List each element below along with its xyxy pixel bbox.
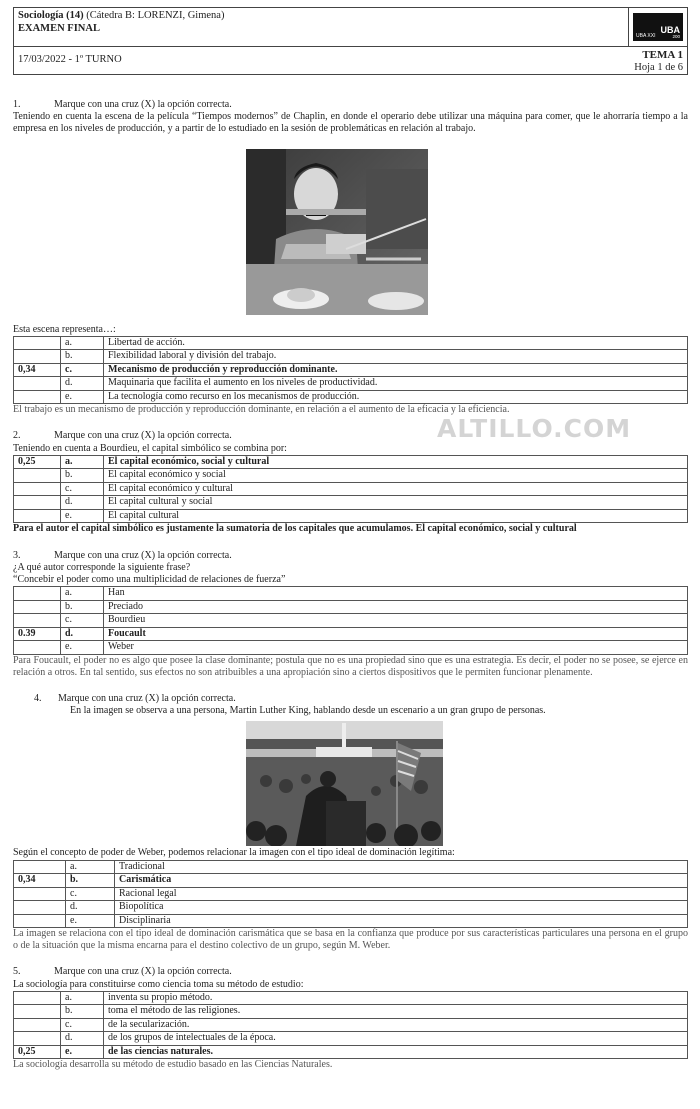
option-text: El capital económico y cultural: [104, 482, 688, 496]
option-row-correct[interactable]: [14, 627, 688, 641]
question-quote: “Concebir el poder como una multiplicidad de relaciones de fuerza”: [13, 573, 286, 585]
option-letter: c.: [61, 614, 104, 628]
option-text: El capital cultural y social: [104, 496, 688, 510]
option-score: [14, 482, 61, 496]
option-row[interactable]: [14, 614, 688, 628]
option-score: [14, 1018, 61, 1032]
option-letter: a.: [61, 455, 104, 469]
logo-left-text: UBA XXI: [636, 32, 656, 39]
option-letter: c.: [66, 887, 115, 901]
option-text: Maquinaria que facilita el aumento en los niveles de productividad.: [104, 377, 688, 391]
option-row[interactable]: [14, 377, 688, 391]
course-name: Sociología (14): [18, 10, 84, 21]
question-number: 5.: [13, 966, 21, 978]
option-score: [14, 336, 61, 350]
option-letter: e.: [66, 914, 115, 928]
option-letter: a.: [66, 860, 115, 874]
option-row[interactable]: [14, 469, 688, 483]
answer-explanation: La imagen se relaciona con el tipo ideal de dominación carismática que se basa en la confianza que produce por sus características particulares una persona en el grupo o de la situación que la misma encarna para el destino colectivo de un grupo, según M. Weber.: [13, 928, 688, 952]
option-text: Mecanismo de producción y reproducción dominante.: [104, 363, 688, 377]
question-instruction: Marque con una cruz (X) la opción correcta.: [54, 549, 232, 561]
mlk-photo-icon: [246, 721, 443, 846]
question-4: [13, 693, 688, 952]
option-text: Racional legal: [115, 887, 688, 901]
options-table: [13, 860, 688, 929]
question-instruction: Marque con una cruz (X) la opción correcta.: [58, 692, 236, 704]
option-score: [14, 350, 61, 364]
option-row[interactable]: [14, 901, 688, 915]
option-score: [14, 641, 61, 655]
option-score: [14, 901, 66, 915]
options-table: [13, 455, 688, 524]
option-letter: d.: [61, 627, 104, 641]
uba-logo: [628, 8, 687, 46]
option-text: Disciplinaria: [115, 914, 688, 928]
option-row[interactable]: [14, 1005, 688, 1019]
tema-label: TEMA 1: [642, 49, 683, 61]
question-5: [13, 966, 688, 1071]
option-letter: d.: [61, 377, 104, 391]
answer-explanation: El trabajo es un mecanismo de producción y reproducción dominante, en relación a el aumento de la eficacia y la eficiencia.: [13, 404, 510, 416]
tema-info: [593, 47, 687, 74]
option-text: Tradicional: [115, 860, 688, 874]
option-text: Biopolítica: [115, 901, 688, 915]
question-prompt: ¿A qué autor corresponde la siguiente frase?: [13, 561, 191, 573]
option-score: [14, 991, 61, 1005]
logo-right-text: UBA: [660, 24, 680, 35]
option-score: [14, 1032, 61, 1046]
option-score: [14, 614, 61, 628]
course-chair: (Cátedra B: LORENZI, Gimena): [83, 10, 225, 21]
option-letter: d.: [61, 496, 104, 510]
option-letter: b.: [61, 1005, 104, 1019]
option-score: [14, 390, 61, 404]
option-score: 0,34: [14, 363, 61, 377]
mlk-photo: [246, 721, 443, 846]
option-text: El capital cultural: [104, 509, 688, 523]
question-1: [13, 99, 688, 416]
question-number: 4.: [34, 692, 42, 704]
option-row[interactable]: [14, 482, 688, 496]
option-letter: b.: [61, 469, 104, 483]
exam-title: EXAMEN FINAL: [18, 22, 100, 34]
question-instruction: Marque con una cruz (X) la opción correcta.: [54, 966, 232, 978]
option-text: Bourdieu: [104, 614, 688, 628]
question-3: [13, 550, 688, 679]
page-count: Hoja 1 de 6: [634, 62, 683, 74]
option-text: de la secularización.: [104, 1018, 688, 1032]
option-letter: d.: [61, 1032, 104, 1046]
question-prompt: La sociología para constituirse como ciencia toma su método de estudio:: [13, 978, 304, 990]
question-instruction: Marque con una cruz (X) la opción correcta.: [54, 430, 232, 442]
option-text: Carismática: [115, 874, 688, 888]
option-text: de los grupos de intelectuales de la época.: [104, 1032, 688, 1046]
option-text: La tecnología como recurso en los mecanismos de producción.: [104, 390, 688, 404]
option-row[interactable]: [14, 350, 688, 364]
option-score: [14, 914, 66, 928]
option-score: 0,25: [14, 1045, 61, 1059]
option-row[interactable]: [14, 587, 688, 601]
question-prompt: En la imagen se observa a una persona, Martin Luther King, hablando desde un escenario a un gran grupo de personas.: [70, 705, 546, 717]
option-letter: a.: [61, 336, 104, 350]
option-letter: e.: [61, 509, 104, 523]
option-letter: e.: [61, 1045, 104, 1059]
exam-date: 17/03/2022 - 1º TURNO: [18, 54, 122, 66]
option-score: [14, 600, 61, 614]
course-info: [14, 8, 628, 46]
option-row[interactable]: [14, 860, 688, 874]
option-letter: b.: [61, 600, 104, 614]
options-table: [13, 991, 688, 1060]
option-text: Han: [104, 587, 688, 601]
option-letter: c.: [61, 363, 104, 377]
option-letter: b.: [66, 874, 115, 888]
logo-sub-text: 200: [672, 33, 680, 39]
option-letter: e.: [61, 390, 104, 404]
option-score: [14, 469, 61, 483]
uba-logo-icon: [633, 13, 683, 41]
option-row-correct[interactable]: [14, 455, 688, 469]
question-2: [13, 430, 688, 535]
option-score: [14, 887, 66, 901]
option-letter: d.: [66, 901, 115, 915]
watermark: ALTILLO.COM: [437, 414, 632, 443]
option-text: inventa su propio método.: [104, 991, 688, 1005]
option-score: 0,34: [14, 874, 66, 888]
option-text: El capital económico, social y cultural: [104, 455, 688, 469]
option-text: Foucault: [104, 627, 688, 641]
option-letter: a.: [61, 587, 104, 601]
option-row[interactable]: [14, 1018, 688, 1032]
option-score: [14, 509, 61, 523]
question-number: 3.: [13, 549, 21, 561]
option-row[interactable]: [14, 887, 688, 901]
answer-explanation: La sociología desarrolla su método de estudio basado en las Ciencias Naturales.: [13, 1059, 333, 1071]
option-text: Preciado: [104, 600, 688, 614]
options-table: [13, 586, 688, 655]
option-row[interactable]: [14, 641, 688, 655]
exam-page: [13, 7, 688, 1071]
option-text: Libertad de acción.: [104, 336, 688, 350]
option-row-correct[interactable]: [14, 1045, 688, 1059]
exam-header: [13, 7, 688, 75]
option-letter: a.: [61, 991, 104, 1005]
option-row[interactable]: [14, 336, 688, 350]
question-lead: Esta escena representa…:: [13, 323, 116, 335]
question-prompt: Teniendo en cuenta la escena de la película “Tiempos modernos” de Chaplin, en donde el operario debe utilizar una máquina para comer, que le ahorraría tiempo a la empresa en los niveles de producción, y a partir de lo estudiado en la sesión de problemáticas en relación al trabajo.: [13, 111, 688, 135]
option-score: [14, 587, 61, 601]
chaplin-photo: [246, 149, 428, 315]
option-text: de las ciencias naturales.: [104, 1045, 688, 1059]
option-row[interactable]: [14, 991, 688, 1005]
question-number: 2.: [13, 430, 21, 442]
option-score: 0,25: [14, 455, 61, 469]
option-row[interactable]: [14, 914, 688, 928]
question-number: 1.: [13, 99, 21, 110]
option-score: [14, 1005, 61, 1019]
option-text: El capital económico y social: [104, 469, 688, 483]
option-text: Flexibilidad laboral y división del trabajo.: [104, 350, 688, 364]
option-row[interactable]: [14, 1032, 688, 1046]
question-instruction: Marque con una cruz (X) la opción correcta.: [54, 99, 232, 110]
chaplin-photo-icon: [246, 149, 428, 315]
option-row[interactable]: [14, 509, 688, 523]
option-score: [14, 496, 61, 510]
option-score: 0.39: [14, 627, 61, 641]
option-score: [14, 860, 66, 874]
options-table: [13, 336, 688, 405]
option-score: [14, 377, 61, 391]
option-letter: c.: [61, 482, 104, 496]
option-letter: c.: [61, 1018, 104, 1032]
option-text: toma el método de las religiones.: [104, 1005, 688, 1019]
option-row[interactable]: [14, 390, 688, 404]
option-letter: b.: [61, 350, 104, 364]
option-text: Weber: [104, 641, 688, 655]
option-row-correct[interactable]: [14, 874, 688, 888]
question-lead: Según el concepto de poder de Weber, podemos relacionar la imagen con el tipo ideal de dominación legítima:: [13, 847, 455, 859]
option-row[interactable]: [14, 600, 688, 614]
option-row[interactable]: [14, 496, 688, 510]
option-row-correct[interactable]: [14, 363, 688, 377]
answer-explanation: Para el autor el capital simbólico es justamente la sumatoria de los capitales que acumulamos. El capital económico, social y cultural: [13, 523, 577, 535]
answer-explanation: Para Foucault, el poder no es algo que posee la clase dominante; postula que no es una propiedad sino que es una estrategia. Es decir, el poder no se posee, se ejerce en relación a otros. En tal sentido, sus efectos no son atribuibles a una apropiación sino a ciertos dispositivos que le permiten funcionar plenamente.: [13, 654, 688, 678]
question-prompt: Teniendo en cuenta a Bourdieu, el capital simbólico se combina por:: [13, 442, 287, 454]
option-letter: e.: [61, 641, 104, 655]
